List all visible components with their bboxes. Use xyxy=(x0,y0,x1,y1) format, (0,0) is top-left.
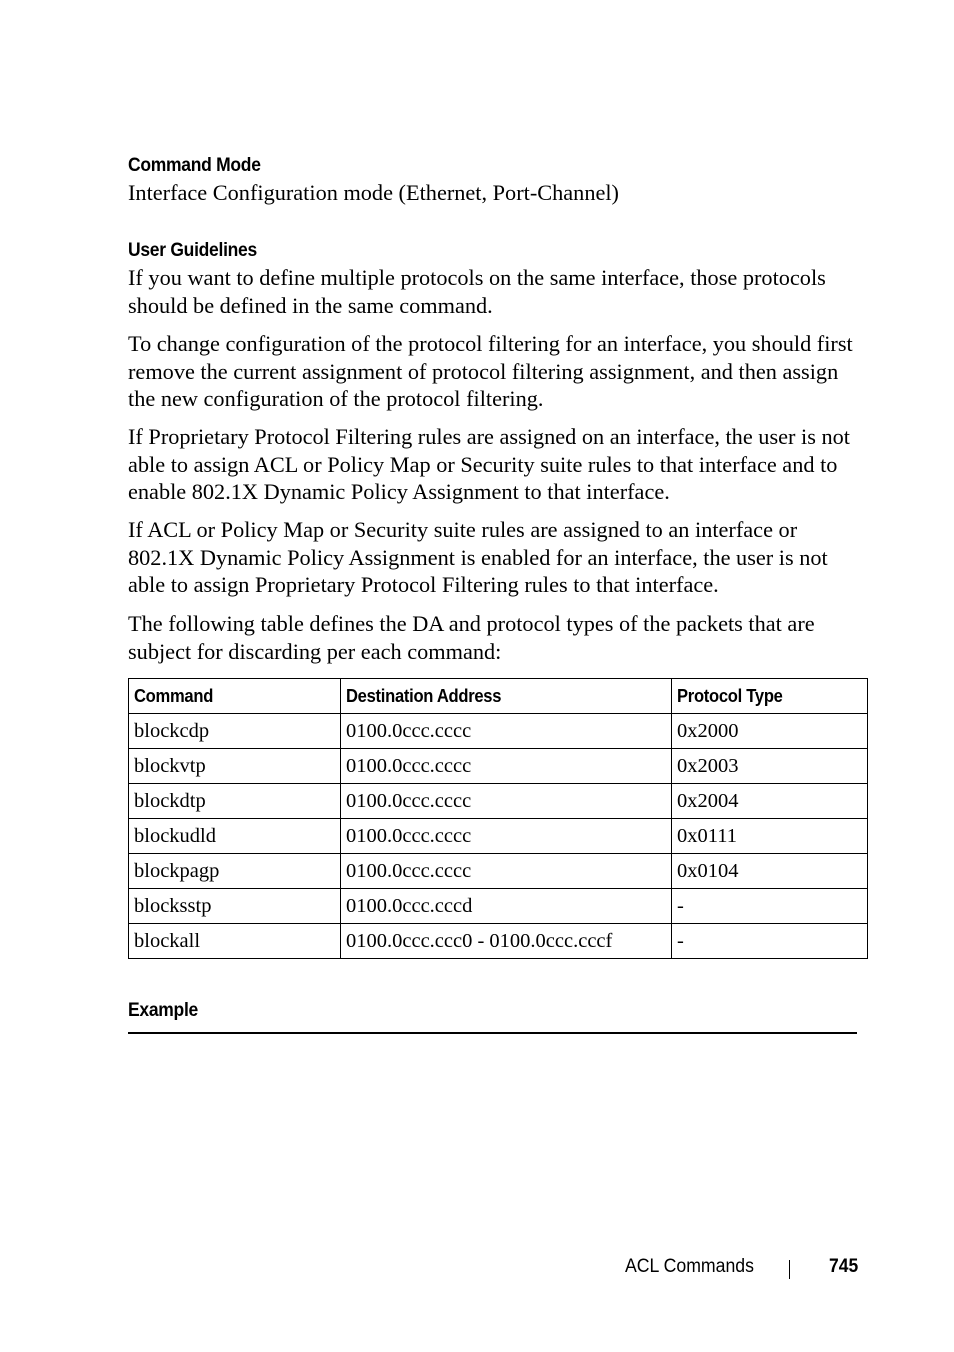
command-cell: blockvtp xyxy=(129,749,341,784)
destination-address-cell: 0100.0ccc.ccc0 - 0100.0ccc.cccf xyxy=(341,924,672,959)
column-header-destination-address: Destination Address xyxy=(341,679,672,714)
guideline-paragraph-3: If Proprietary Protocol Filtering rules are assigned on an interface, the user is not able to assign ACL or Policy Map or Security suite rules to that interface and to enable 802.1X Dynamic Policy Assignment to that interface. xyxy=(128,424,850,504)
footer-separator xyxy=(789,1260,790,1279)
protocol-filter-table xyxy=(128,678,868,959)
protocol-type-cell: - xyxy=(672,889,868,924)
table-row xyxy=(129,889,868,924)
user-guidelines-heading: User Guidelines xyxy=(128,240,257,261)
command-cell: blockcdp xyxy=(129,714,341,749)
destination-address-cell: 0100.0ccc.cccc xyxy=(341,784,672,819)
command-cell: blockudld xyxy=(129,819,341,854)
command-cell: blocksstp xyxy=(129,889,341,924)
destination-address-cell: 0100.0ccc.cccd xyxy=(341,889,672,924)
footer-section-title: ACL Commands xyxy=(625,1256,754,1277)
protocol-type-cell: 0x0111 xyxy=(672,819,868,854)
command-mode-text: Interface Configuration mode (Ethernet, Port-Channel) xyxy=(128,180,619,205)
protocol-type-cell: 0x0104 xyxy=(672,854,868,889)
protocol-type-cell: 0x2003 xyxy=(672,749,868,784)
column-header-command: Command xyxy=(129,679,341,714)
command-mode-heading: Command Mode xyxy=(128,155,261,176)
table-header-row xyxy=(129,679,868,714)
example-divider xyxy=(128,1032,857,1034)
protocol-type-cell: - xyxy=(672,924,868,959)
destination-address-cell: 0100.0ccc.cccc xyxy=(341,714,672,749)
guideline-paragraph-5: The following table defines the DA and protocol types of the packets that are subject for discarding per each command: xyxy=(128,611,815,664)
guideline-paragraph-2: To change configuration of the protocol filtering for an interface, you should first remove the current assignment of protocol filtering assignment, and then assign the new configuration of the protocol filtering. xyxy=(128,331,853,411)
column-header-protocol-type: Protocol Type xyxy=(672,679,868,714)
command-cell: blockdtp xyxy=(129,784,341,819)
table-row xyxy=(129,819,868,854)
destination-address-cell: 0100.0ccc.cccc xyxy=(341,854,672,889)
table-row xyxy=(129,714,868,749)
destination-address-cell: 0100.0ccc.cccc xyxy=(341,819,672,854)
example-heading: Example xyxy=(128,1000,198,1021)
table-row xyxy=(129,924,868,959)
page-number: 745 xyxy=(829,1256,859,1277)
destination-address-cell: 0100.0ccc.cccc xyxy=(341,749,672,784)
command-cell: blockall xyxy=(129,924,341,959)
protocol-type-cell: 0x2000 xyxy=(672,714,868,749)
protocol-type-cell: 0x2004 xyxy=(672,784,868,819)
guideline-paragraph-1: If you want to define multiple protocols on the same interface, those protocols should be defined in the same command. xyxy=(128,265,826,318)
table-row xyxy=(129,854,868,889)
command-cell: blockpagp xyxy=(129,854,341,889)
table-row xyxy=(129,749,868,784)
table-row xyxy=(129,784,868,819)
guideline-paragraph-4: If ACL or Policy Map or Security suite rules are assigned to an interface or 802.1X Dynamic Policy Assignment is enabled for an interface, the user is not able to assign Proprietary Protocol Filtering rules to that interface. xyxy=(128,517,828,597)
